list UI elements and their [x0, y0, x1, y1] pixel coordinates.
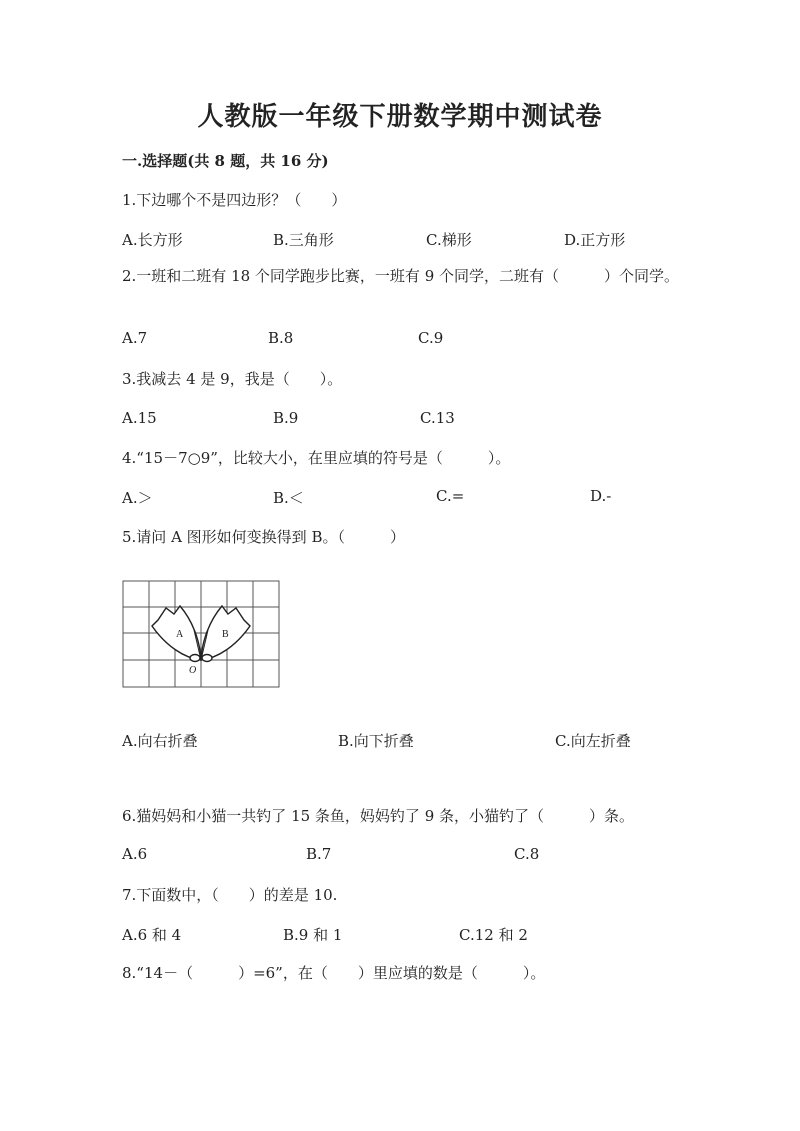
- question-6: 6.猫妈妈和小猫一共钓了 15 条鱼，妈妈钓了 9 条，小猫钓了（ ）条。: [122, 807, 635, 825]
- question-3: 3.我减去 4 是 9，我是（ ）。: [122, 370, 343, 388]
- q7-option-c[interactable]: C.12 和 2: [459, 926, 528, 944]
- q3-option-b[interactable]: B.9: [273, 409, 299, 427]
- q6-option-b[interactable]: B.7: [306, 845, 332, 863]
- question-2: 2.一班和二班有 18 个同学跑步比赛，一班有 9 个同学，二班有（ ）个同学。: [122, 267, 680, 285]
- q1-option-b[interactable]: B.三角形: [273, 231, 334, 249]
- q5-option-b[interactable]: B.向下折叠: [338, 732, 414, 750]
- fold-figure: [122, 580, 280, 688]
- q6-option-c[interactable]: C.8: [514, 845, 540, 863]
- question-5: 5.请问 A 图形如何变换得到 B。（ ）: [122, 528, 405, 546]
- q7-option-a[interactable]: A.6 和 4: [122, 926, 182, 944]
- q5-option-c[interactable]: C.向左折叠: [555, 732, 631, 750]
- q2-option-c[interactable]: C.9: [418, 329, 444, 347]
- label-o: O: [189, 665, 197, 676]
- q3-option-a[interactable]: A.15: [122, 409, 157, 427]
- label-b: B: [222, 629, 229, 640]
- q6-option-a[interactable]: A.6: [122, 845, 148, 863]
- q4-option-c[interactable]: C.=: [436, 487, 465, 505]
- page-title: 人教版一年级下册数学期中测试卷: [197, 102, 603, 132]
- q4-option-a[interactable]: A.＞: [122, 489, 153, 507]
- label-a: A: [176, 629, 184, 640]
- q7-option-b[interactable]: B.9 和 1: [283, 926, 343, 944]
- q5-option-a[interactable]: A.向右折叠: [122, 732, 198, 750]
- question-7: 7.下面数中，（ ）的差是 10.: [122, 886, 338, 904]
- q4-option-b[interactable]: B.＜: [273, 489, 304, 507]
- q1-option-d[interactable]: D.正方形: [564, 231, 626, 249]
- q3-option-c[interactable]: C.13: [420, 409, 455, 427]
- q4-option-d[interactable]: D.-: [590, 487, 612, 505]
- q2-option-a[interactable]: A.7: [122, 329, 148, 347]
- q1-option-c[interactable]: C.梯形: [426, 231, 472, 249]
- question-4: 4.“15－7○9”，比较大小，在里应填的符号是（ ）。: [122, 449, 511, 467]
- section-heading: 一.选择题(共 8 题，共 16 分): [122, 152, 329, 170]
- q2-option-b[interactable]: B.8: [268, 329, 294, 347]
- q1-option-a[interactable]: A.长方形: [122, 231, 183, 249]
- question-1: 1.下边哪个不是四边形？（ ）: [122, 191, 347, 209]
- question-8: 8.“14－（ ）=6”，在（ ）里应填的数是（ ）。: [122, 964, 546, 982]
